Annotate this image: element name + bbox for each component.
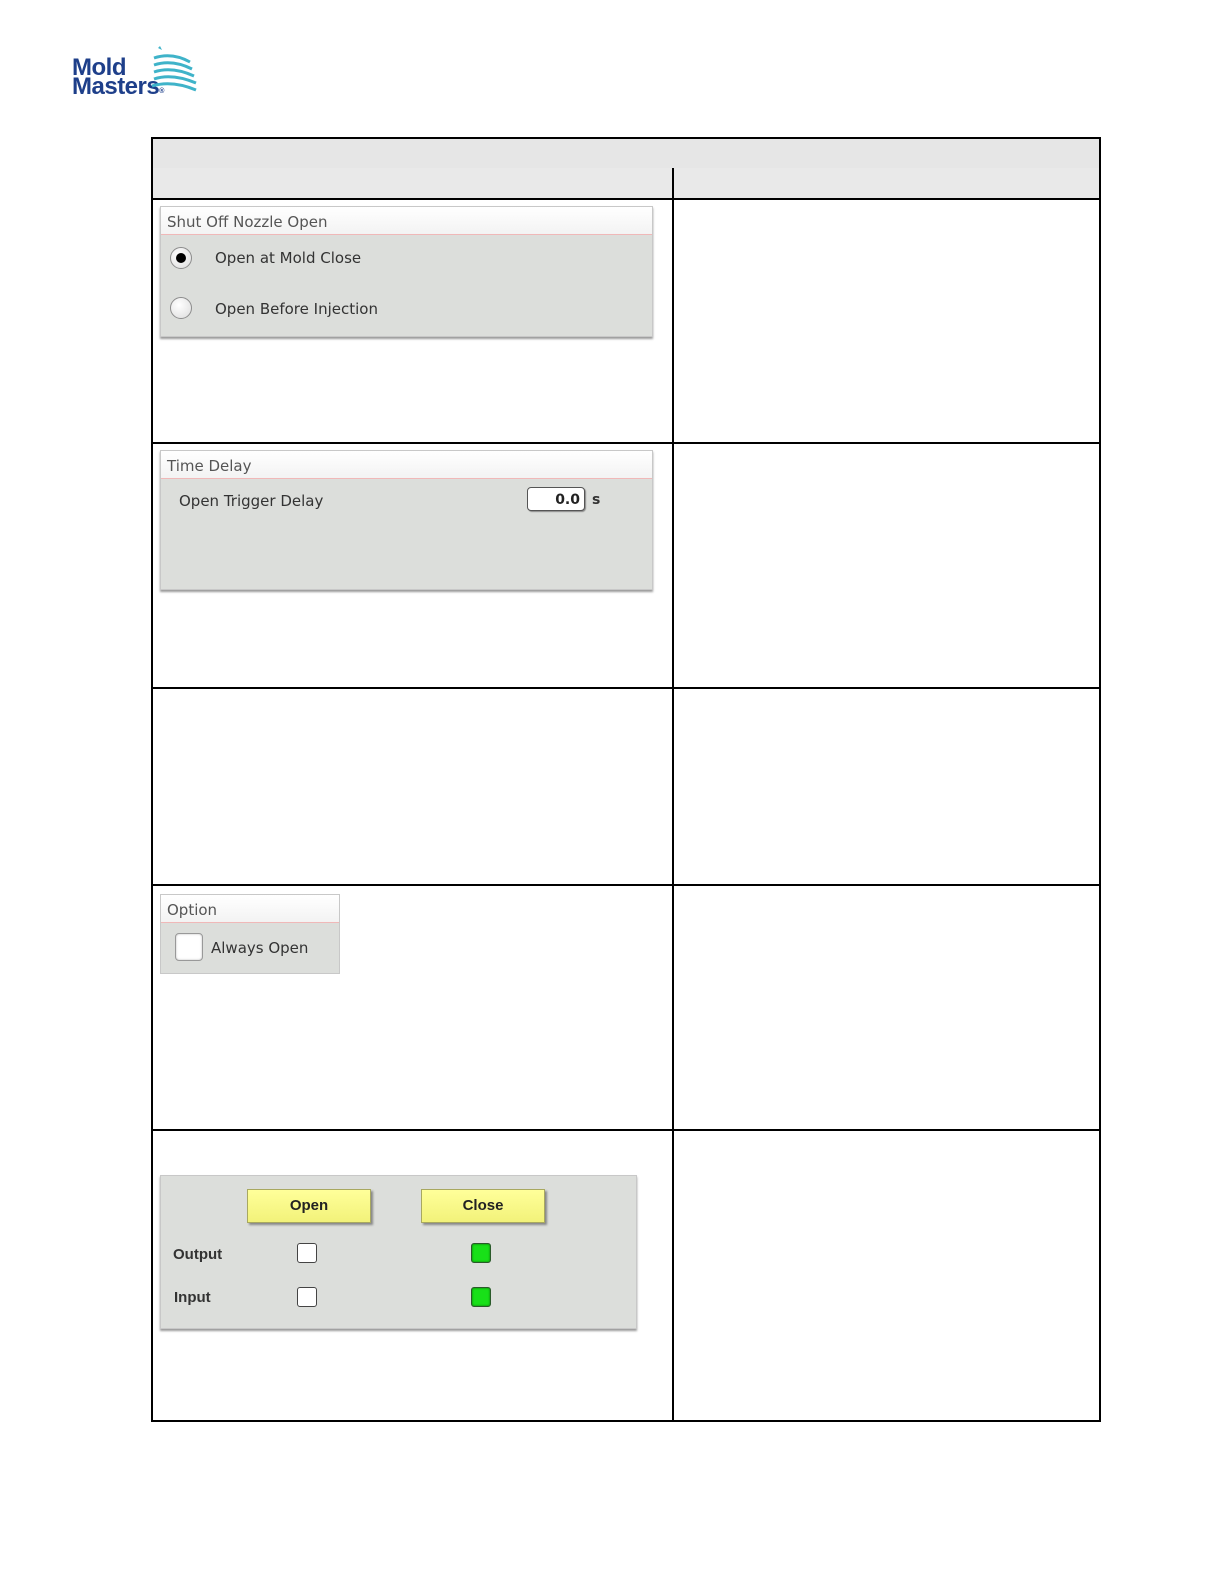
radio-label: Open Before Injection xyxy=(215,300,378,318)
input-open-indicator xyxy=(297,1287,317,1307)
time-delay-panel xyxy=(160,450,653,590)
open-trigger-delay-label: Open Trigger Delay xyxy=(179,492,324,510)
panel-title: Shut Off Nozzle Open xyxy=(161,207,652,235)
column-divider xyxy=(672,689,674,884)
radio-open-before-injection[interactable] xyxy=(170,297,192,319)
table-header xyxy=(151,137,1101,170)
open-button[interactable]: Open xyxy=(247,1189,371,1223)
column-divider xyxy=(672,886,674,1129)
column-divider xyxy=(672,168,674,198)
input-label: Input xyxy=(174,1289,211,1306)
table-row xyxy=(151,1131,1101,1422)
mold-masters-logo xyxy=(72,44,212,104)
radio-label: Open at Mold Close xyxy=(215,249,362,267)
shutoff-nozzle-panel xyxy=(160,206,653,337)
table-column-headers xyxy=(151,168,1101,200)
table-row xyxy=(151,444,1101,689)
logo-line-2: Masters xyxy=(72,73,160,100)
table-row xyxy=(151,886,1101,1131)
output-close-indicator xyxy=(471,1243,491,1263)
open-trigger-delay-input[interactable]: 0.0 xyxy=(527,487,585,511)
close-button[interactable]: Close xyxy=(421,1189,545,1223)
table-row xyxy=(151,689,1101,886)
always-open-label: Always Open xyxy=(211,939,309,957)
column-divider xyxy=(672,444,674,687)
input-close-indicator xyxy=(471,1287,491,1307)
column-divider xyxy=(672,1131,674,1420)
column-divider xyxy=(672,200,674,442)
settings-table xyxy=(151,137,1101,1422)
always-open-checkbox[interactable] xyxy=(175,933,203,961)
unit-label: s xyxy=(592,492,601,508)
panel-title: Option xyxy=(161,895,339,923)
logo-line-1: Mold xyxy=(72,54,126,81)
panel-title: Time Delay xyxy=(161,451,652,479)
io-test-panel xyxy=(160,1175,637,1329)
logo-wave-icon xyxy=(150,44,198,92)
output-label: Output xyxy=(173,1246,223,1263)
option-panel xyxy=(160,894,340,974)
table-row xyxy=(151,200,1101,444)
logo-registered: ® xyxy=(159,88,165,95)
output-open-indicator xyxy=(297,1243,317,1263)
radio-open-at-mold-close[interactable] xyxy=(170,247,192,269)
